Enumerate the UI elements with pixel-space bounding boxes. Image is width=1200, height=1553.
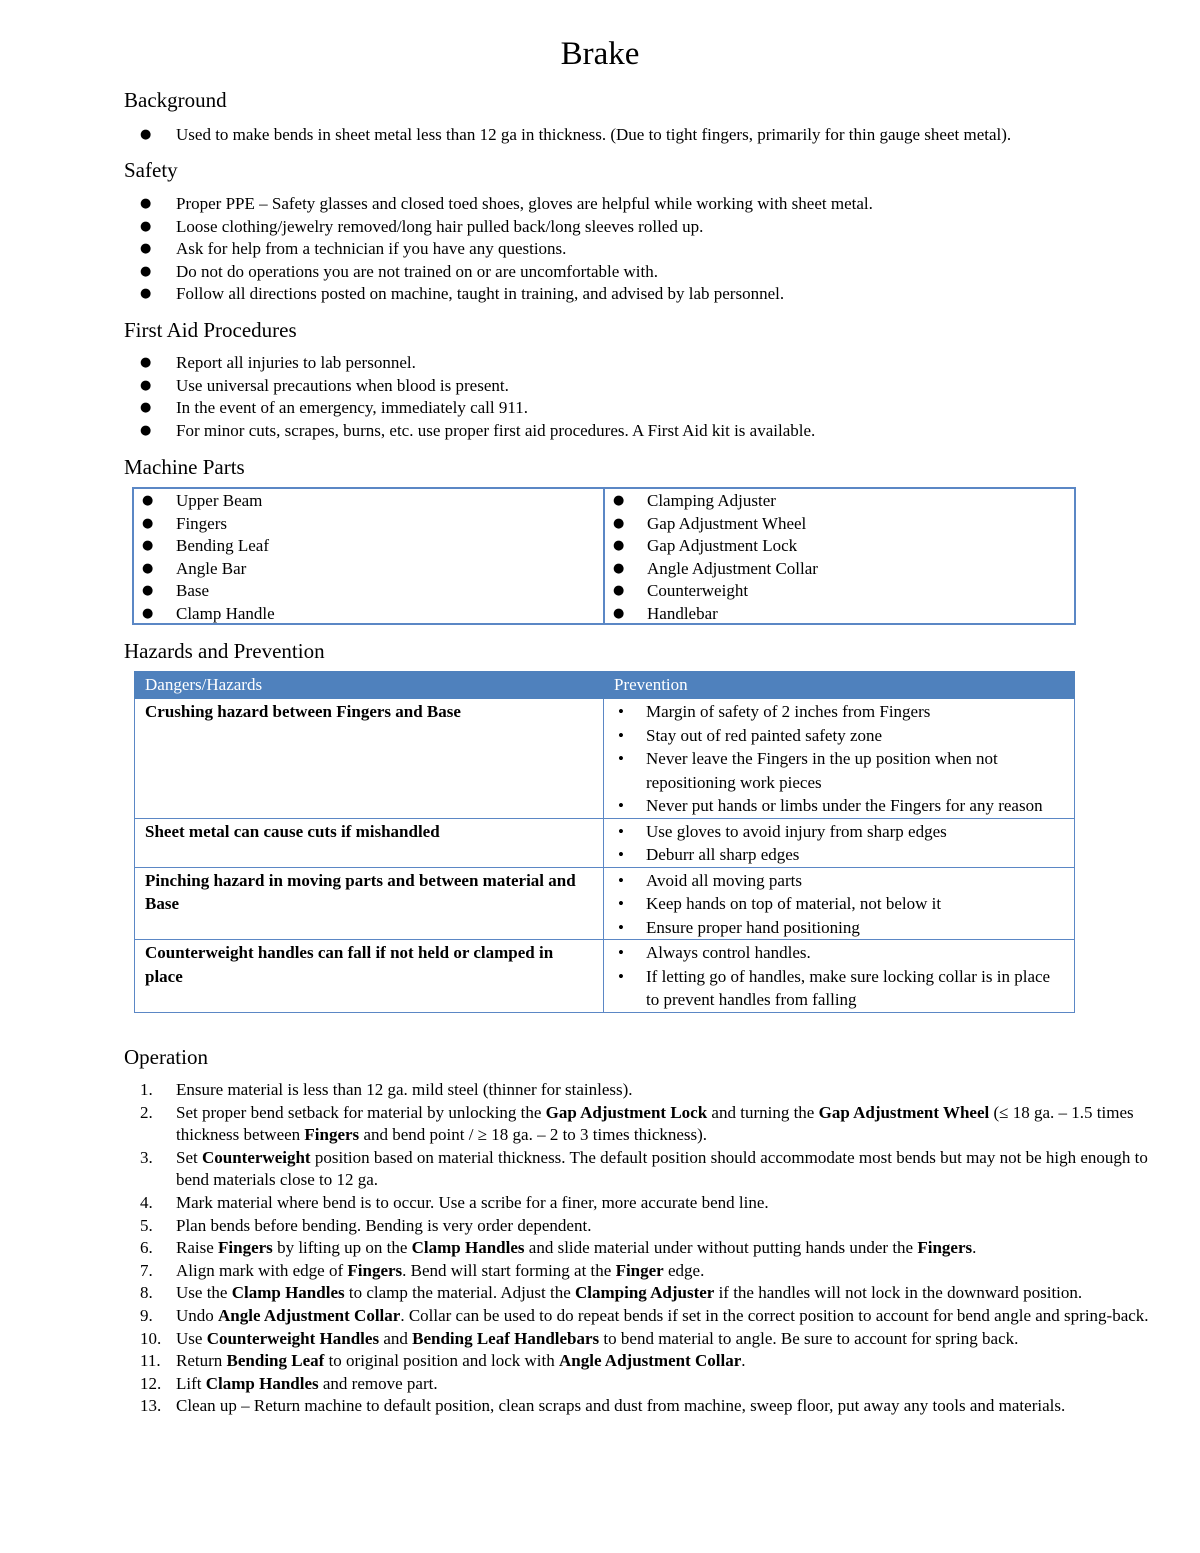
machine-parts-list-right: [605, 490, 1074, 626]
prevention-list: [614, 941, 1064, 1012]
step-text-bold: Clamp Handles: [411, 1238, 525, 1258]
list-item: • Deburr all sharp edges: [614, 843, 1064, 867]
prevention-list: [614, 700, 1064, 818]
list-item: ● Upper Beam: [134, 490, 603, 513]
operation-step: [124, 1079, 1170, 1102]
safety-list: [124, 193, 1170, 306]
step-text-bold: Fingers: [218, 1238, 273, 1258]
list-item: ● Proper PPE – Safety glasses and closed toed shoes, gloves are helpful while working with sheet metal.: [124, 193, 1170, 216]
list-item: ● Gap Adjustment Wheel: [605, 513, 1074, 536]
operation-step: [124, 1395, 1170, 1418]
list-item: • Never put hands or limbs under the Fingers for any reason: [614, 794, 1064, 818]
hazard-cell: Pinching hazard in moving parts and between material and Base: [135, 867, 604, 940]
operation-step: [124, 1215, 1170, 1238]
step-text-bold: Bending Leaf: [226, 1351, 325, 1371]
list-item: ● Clamping Adjuster: [605, 490, 1074, 513]
machine-parts-column-right: [603, 489, 1074, 623]
step-text-bold: Angle Adjustment Collar: [218, 1305, 401, 1325]
step-text-bold: Fingers: [304, 1125, 360, 1145]
list-item: ● Bending Leaf: [134, 535, 603, 558]
list-item: ● Clamp Handle: [134, 603, 603, 626]
operation-step: [124, 1373, 1170, 1396]
column-header-hazards: Dangers/Hazards: [135, 672, 604, 699]
operation-step: [124, 1237, 1170, 1260]
list-item: • If letting go of handles, make sure locking collar is in place to prevent handles from falling: [614, 965, 1064, 1012]
step-text: if the handles will not lock in the downward position.: [714, 1283, 1083, 1303]
step-text: Return: [176, 1351, 227, 1371]
step-text: and turning the: [707, 1102, 819, 1122]
hazard-cell: Crushing hazard between Fingers and Base: [135, 699, 604, 819]
step-text: Lift: [176, 1373, 206, 1393]
step-text: and remove part.: [318, 1373, 438, 1393]
list-item: ● Loose clothing/jewelry removed/long hair pulled back/long sleeves rolled up.: [124, 216, 1170, 239]
step-text: . Bend will start forming at the: [402, 1260, 616, 1280]
prevention-list: [614, 820, 1064, 867]
operation-step: [124, 1147, 1170, 1192]
step-text: .: [972, 1238, 977, 1258]
list-item: ● Gap Adjustment Lock: [605, 535, 1074, 558]
prevention-cell: [604, 940, 1075, 1013]
operation-step: [124, 1350, 1170, 1373]
list-item: ● Report all injuries to lab personnel.: [124, 352, 1170, 375]
step-number: 3.: [140, 1147, 153, 1167]
column-header-prevention: Prevention: [604, 672, 1075, 699]
step-number: 11.: [140, 1351, 161, 1371]
step-number: 6.: [140, 1238, 153, 1258]
prevention-cell: [604, 699, 1075, 819]
step-text: Mark material where bend is to occur. Use a scribe for a finer, more accurate bend line.: [176, 1192, 769, 1212]
list-item: ● Fingers: [134, 513, 603, 536]
step-text: Align mark with edge of: [176, 1260, 348, 1280]
step-text-bold: Clamp Handles: [205, 1373, 319, 1393]
step-number: 10.: [140, 1328, 162, 1348]
first-aid-list: [124, 352, 1170, 442]
table-row: [135, 699, 1075, 819]
step-text: to bend material to angle. Be sure to account for spring back.: [599, 1328, 1019, 1348]
list-item: ● Used to make bends in sheet metal less than 12 ga in thickness. (Due to tight fingers, primarily for thin gauge sheet metal).: [124, 124, 1170, 147]
list-item: ● Counterweight: [605, 580, 1074, 603]
step-text-bold: Counterweight: [201, 1147, 311, 1167]
step-text: .: [741, 1351, 746, 1371]
table-row: [135, 867, 1075, 940]
operation-step: [124, 1102, 1170, 1147]
list-item: ● In the event of an emergency, immediately call 911.: [124, 397, 1170, 420]
list-item: • Ensure proper hand positioning: [614, 916, 1064, 940]
list-item: • Use gloves to avoid injury from sharp edges: [614, 820, 1064, 844]
step-number: 4.: [140, 1192, 153, 1212]
machine-parts-table: [132, 487, 1076, 625]
prevention-cell: [604, 818, 1075, 867]
operation-step: [124, 1282, 1170, 1305]
hazards-table: [134, 671, 1075, 1013]
hazards-table-body: [135, 699, 1075, 1013]
step-text: edge.: [663, 1260, 705, 1280]
step-text-bold: Finger: [615, 1260, 664, 1280]
list-item: ● Do not do operations you are not trained on or are uncomfortable with.: [124, 261, 1170, 284]
prevention-list: [614, 869, 1064, 940]
machine-parts-column-left: [134, 489, 603, 623]
step-text: Clean up – Return machine to default position, clean scraps and dust from machine, sweep floor, put away any tools and materials.: [176, 1396, 1066, 1416]
step-text-bold: Counterweight Handles: [206, 1328, 380, 1348]
list-item: ● Follow all directions posted on machine, taught in training, and advised by lab personnel.: [124, 283, 1170, 306]
step-text: . Collar can be used to do repeat bends if set in the correct position to account for bend angle and spring-back.: [400, 1305, 1149, 1325]
step-text: Use the: [176, 1283, 232, 1303]
step-text-bold: Angle Adjustment Collar: [558, 1351, 742, 1371]
list-item: ● Ask for help from a technician if you have any questions.: [124, 238, 1170, 261]
step-text: Use: [176, 1328, 207, 1348]
step-text: (≤ 18 ga. – 1.5 times thickness between: [176, 1102, 1134, 1145]
step-number: 8.: [140, 1283, 153, 1303]
operation-step: [124, 1260, 1170, 1283]
section-heading-safety: Safety: [124, 158, 178, 182]
list-item: • Always control handles.: [614, 941, 1064, 965]
step-text-bold: Bending Leaf Handlebars: [412, 1328, 600, 1348]
list-item: ● Handlebar: [605, 603, 1074, 626]
machine-parts-list-left: [134, 490, 603, 626]
step-number: 5.: [140, 1215, 153, 1235]
hazard-cell: Sheet metal can cause cuts if mishandled: [135, 818, 604, 867]
step-text: position based on material thickness. The default position should accommodate most bends but may not be high enough to bend materials close to 12 ga.: [176, 1147, 1148, 1190]
list-item: ● Base: [134, 580, 603, 603]
step-number: 12.: [140, 1373, 162, 1393]
operation-steps-list: [124, 1079, 1170, 1418]
step-text-bold: Clamp Handles: [231, 1283, 345, 1303]
section-heading-first-aid: First Aid Procedures: [124, 318, 297, 342]
list-item: ● Angle Bar: [134, 558, 603, 581]
step-text: and slide material under without putting hands under the: [524, 1238, 918, 1258]
step-text: to original position and lock with: [324, 1351, 559, 1371]
step-number: 1.: [140, 1080, 153, 1099]
page-title: Brake: [560, 36, 640, 72]
step-text: and: [379, 1328, 413, 1348]
step-text-bold: Clamping Adjuster: [575, 1283, 715, 1303]
prevention-cell: [604, 867, 1075, 940]
section-heading-hazards: Hazards and Prevention: [124, 639, 325, 663]
step-text: Set proper bend setback for material by unlocking the: [176, 1102, 546, 1122]
step-text: by lifting up on the: [272, 1238, 412, 1258]
step-text: Undo: [176, 1305, 219, 1325]
operation-step: [124, 1328, 1170, 1351]
list-item: ● For minor cuts, scrapes, burns, etc. use proper first aid procedures. A First Aid kit is available.: [124, 420, 1170, 443]
step-number: 13.: [140, 1396, 162, 1416]
operation-step: [124, 1305, 1170, 1328]
background-list: [124, 124, 1170, 147]
step-text: Raise: [176, 1238, 219, 1258]
step-number: 7.: [140, 1260, 153, 1280]
section-heading-background: Background: [124, 88, 227, 112]
list-item: • Avoid all moving parts: [614, 869, 1064, 893]
hazard-cell: Counterweight handles can fall if not held or clamped in place: [135, 940, 604, 1013]
list-item: ● Use universal precautions when blood is present.: [124, 375, 1170, 398]
list-item: • Margin of safety of 2 inches from Fingers: [614, 700, 1064, 724]
table-row: [135, 940, 1075, 1013]
section-heading-machine-parts: Machine Parts: [124, 455, 245, 479]
step-text-bold: Fingers: [917, 1238, 973, 1258]
step-text: Plan bends before bending. Bending is very order dependent.: [176, 1215, 592, 1235]
operation-step: [124, 1192, 1170, 1215]
step-text: Set: [176, 1147, 202, 1167]
step-text: and bend point / ≥ 18 ga. – 2 to 3 times thickness).: [359, 1125, 708, 1145]
step-text: Ensure material is less than 12 ga. mild steel (thinner for stainless).: [176, 1080, 633, 1099]
step-text: to clamp the material. Adjust the: [344, 1283, 575, 1303]
table-row: [135, 818, 1075, 867]
section-heading-operation: Operation: [124, 1045, 208, 1069]
step-text-bold: Fingers: [347, 1260, 403, 1280]
list-item: • Keep hands on top of material, not below it: [614, 892, 1064, 916]
hazards-table-header-row: [135, 672, 1075, 699]
step-text-bold: Gap Adjustment Lock: [545, 1102, 708, 1122]
list-item: ● Angle Adjustment Collar: [605, 558, 1074, 581]
step-number: 2.: [140, 1102, 153, 1122]
list-item: • Never leave the Fingers in the up position when not repositioning work pieces: [614, 747, 1064, 794]
step-text-bold: Gap Adjustment Wheel: [818, 1102, 990, 1122]
list-item: • Stay out of red painted safety zone: [614, 724, 1064, 748]
step-number: 9.: [140, 1305, 153, 1325]
